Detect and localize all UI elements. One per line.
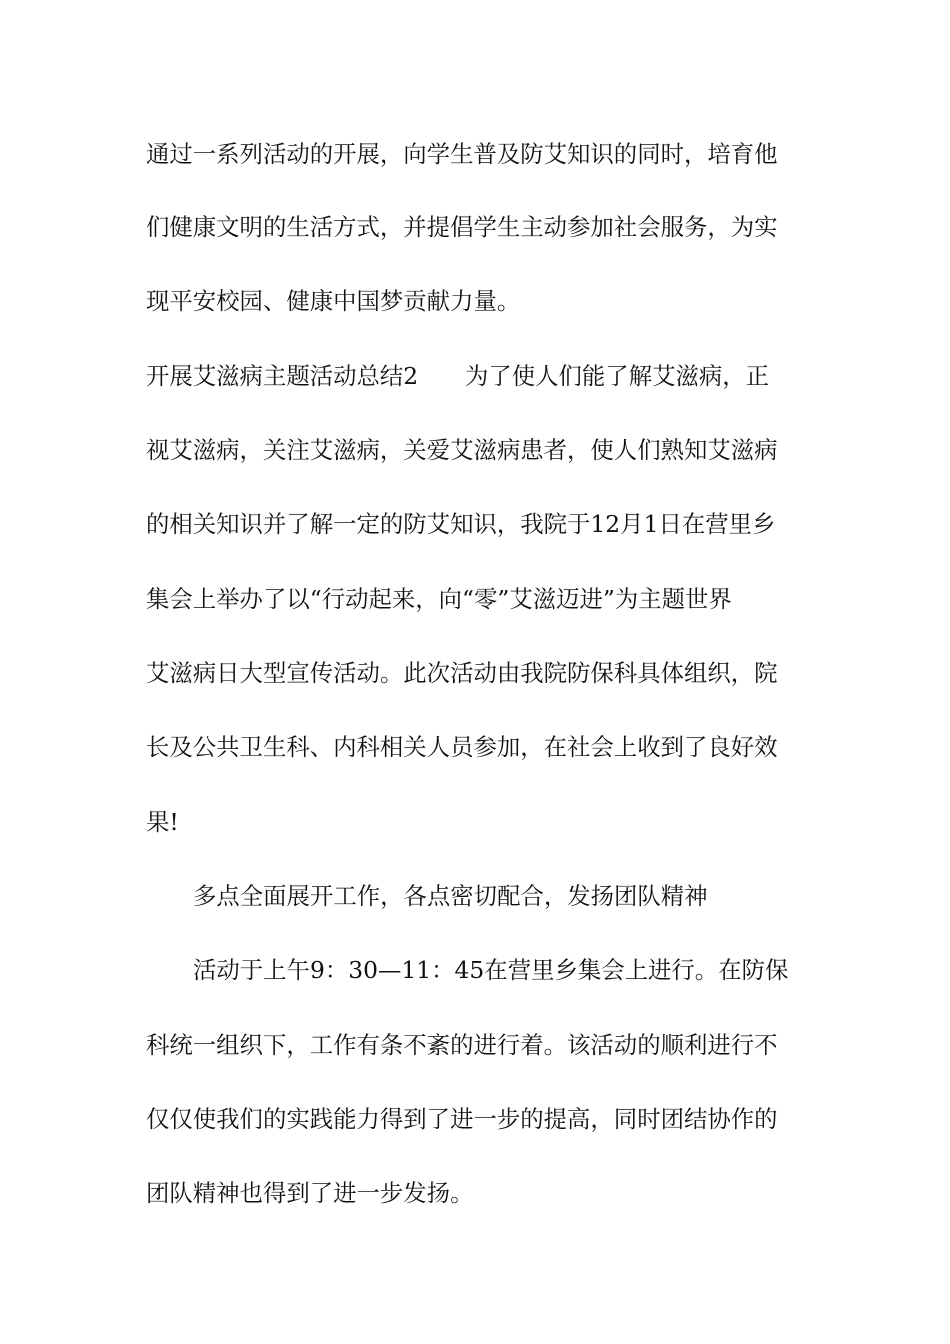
paragraph-line: 科统一组织下，工作有条不紊的进行着。该活动的顺利进行不 [146, 1031, 778, 1059]
paragraph-line: 活动于上午9：30—11：45在营里乡集会上进行。在防保 [193, 956, 789, 984]
section-heading-line: 开展艾滋病主题活动总结2 为了使人们能了解艾滋病，正 [146, 362, 770, 390]
paragraph-line: 仅仅使我们的实践能力得到了进一步的提高，同时团结协作的 [146, 1105, 778, 1133]
paragraph-line: 团队精神也得到了进一步发扬。 [146, 1179, 474, 1207]
paragraph-line: 果! [146, 808, 179, 836]
paragraph-line: 通过一系列活动的开展，向学生普及防艾知识的同时，培育他 [146, 140, 778, 168]
paragraph-line: 现平安校园、健康中国梦贡献力量。 [146, 287, 521, 315]
paragraph-line: 艾滋病日大型宣传活动。此次活动由我院防保科具体组织，院 [146, 659, 778, 687]
paragraph-line: 的相关知识并了解一定的防艾知识，我院于12月1日在营里乡 [146, 510, 776, 538]
subheading-line: 多点全面展开工作，各点密切配合，发扬团队精神 [193, 882, 708, 910]
paragraph-line: 集会上举办了以“行动起来，向“零”艾滋迈进”为主题世界 [146, 585, 732, 613]
paragraph-line: 视艾滋病，关注艾滋病，关爱艾滋病患者，使人们熟知艾滋病 [146, 436, 778, 464]
paragraph-line: 们健康文明的生活方式，并提倡学生主动参加社会服务，为实 [146, 213, 778, 241]
paragraph-line: 长及公共卫生科、内科相关人员参加，在社会上收到了良好效 [146, 733, 778, 761]
